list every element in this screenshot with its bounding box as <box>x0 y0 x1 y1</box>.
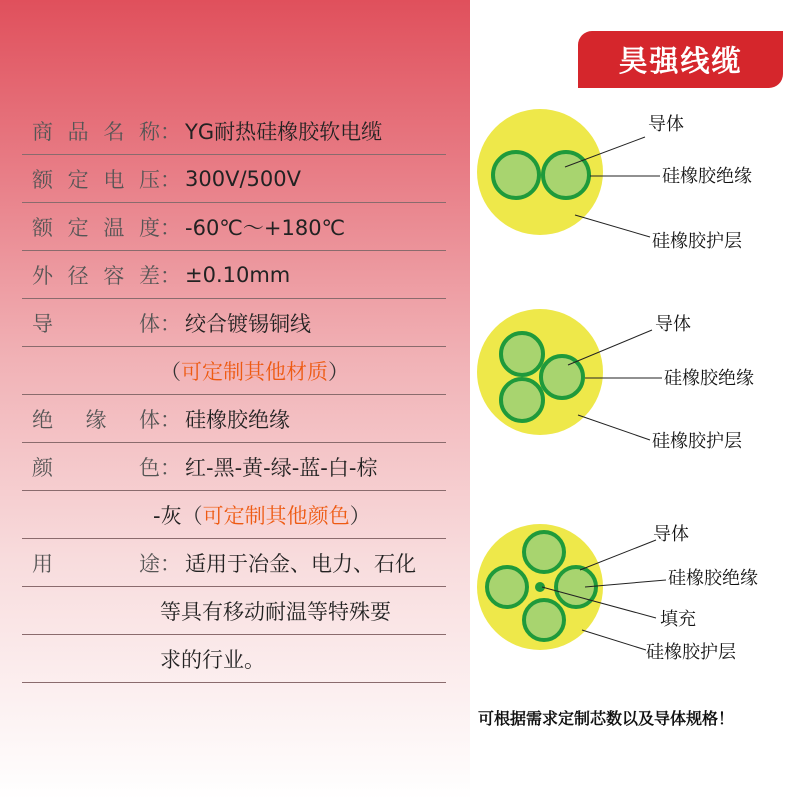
spec-value: 等具有移动耐温等特殊要 <box>160 599 391 624</box>
spec-label: 外径容差 <box>32 263 160 288</box>
spec-label: 商品名称 <box>32 119 160 144</box>
spec-row-conductor-note: （ 可定制其他材质 ） <box>22 347 446 395</box>
label-filler: 填充 <box>660 609 696 630</box>
spec-value: -60℃～+180℃ <box>185 215 346 240</box>
leader-line <box>575 215 650 237</box>
brand-title: 昊强线缆 <box>618 44 743 78</box>
spec-row-temperature: 额定温度 ： -60℃～+180℃ <box>22 203 446 251</box>
spec-label: 绝 缘 体 <box>32 407 160 432</box>
spec-row-usage-cont <box>22 635 446 683</box>
label-jacket: 硅橡胶护层 <box>652 431 742 452</box>
spec-row-usage-cont <box>22 587 446 635</box>
spec-value: 求的行业。 <box>160 647 265 672</box>
spec-row-color: 颜 色 ： 红-黑-黄-绿-蓝-白-棕 <box>22 443 446 491</box>
three-core-cross-section <box>477 309 754 452</box>
spec-table <box>22 107 446 683</box>
label-conductor: 导体 <box>653 524 689 545</box>
spec-label: 导 体 <box>32 311 160 336</box>
conductor-circle <box>501 333 543 375</box>
conductor-circle <box>501 379 543 421</box>
spec-row-conductor: 导 体 ： 绞合镀锡铜线 <box>22 299 446 347</box>
label-insulation: 硅橡胶绝缘 <box>664 368 754 389</box>
cable-cross-section-diagrams <box>470 90 800 690</box>
label-jacket: 硅橡胶护层 <box>646 642 736 663</box>
conductor-circle <box>493 152 539 198</box>
spec-value: 红-黑-黄-绿-蓝-白-棕 <box>185 455 378 480</box>
spec-label: 颜 色 <box>32 455 160 480</box>
spec-label: 额定温度 <box>32 215 160 240</box>
spec-row-voltage: 额定电压 ： 300V/500V <box>22 155 446 203</box>
customization-footnote: 可根据需求定制芯数以及导体规格！ <box>478 709 735 728</box>
label-jacket: 硅橡胶护层 <box>652 231 742 252</box>
conductor-circle <box>541 356 583 398</box>
conductor-circle <box>524 532 564 572</box>
label-insulation: 硅橡胶绝缘 <box>662 166 752 187</box>
leader-line <box>582 630 646 650</box>
four-core-cross-section <box>477 524 758 663</box>
custom-color-note: 可定制其他颜色 <box>202 503 350 528</box>
spec-value: 硅橡胶绝缘 <box>185 407 290 432</box>
spec-value: 300V/500V <box>185 166 301 191</box>
spec-value: 适用于冶金、电力、石化 <box>185 551 416 576</box>
spec-row-insulation: 绝 缘 体 ： 硅橡胶绝缘 <box>22 395 446 443</box>
spec-row-color-cont: -灰 （ 可定制其他颜色 ） <box>22 491 446 539</box>
spec-row-usage: 用 途 ： 适用于冶金、电力、石化 <box>22 539 446 587</box>
brand-badge <box>578 31 783 88</box>
two-core-cross-section <box>477 109 752 252</box>
spec-value: ±0.10mm <box>185 262 291 287</box>
conductor-circle <box>524 600 564 640</box>
spec-row-name: 商品名称 ： YG耐热硅橡胶软电缆 <box>22 107 446 155</box>
spec-label: 用 途 <box>32 551 160 576</box>
conductor-circle <box>543 152 589 198</box>
spec-value: 绞合镀锡铜线 <box>185 311 311 336</box>
label-conductor: 导体 <box>655 314 691 335</box>
spec-value: -灰 <box>153 503 182 528</box>
label-insulation: 硅橡胶绝缘 <box>668 568 758 589</box>
conductor-circle <box>487 567 527 607</box>
spec-value: YG耐热硅橡胶软电缆 <box>185 119 383 144</box>
custom-material-note: 可定制其他材质 <box>181 359 328 384</box>
leader-line <box>578 415 650 440</box>
spec-row-tolerance: 外径容差 ： ±0.10mm <box>22 251 446 299</box>
label-conductor: 导体 <box>648 114 684 135</box>
spec-label: 额定电压 <box>32 167 160 192</box>
